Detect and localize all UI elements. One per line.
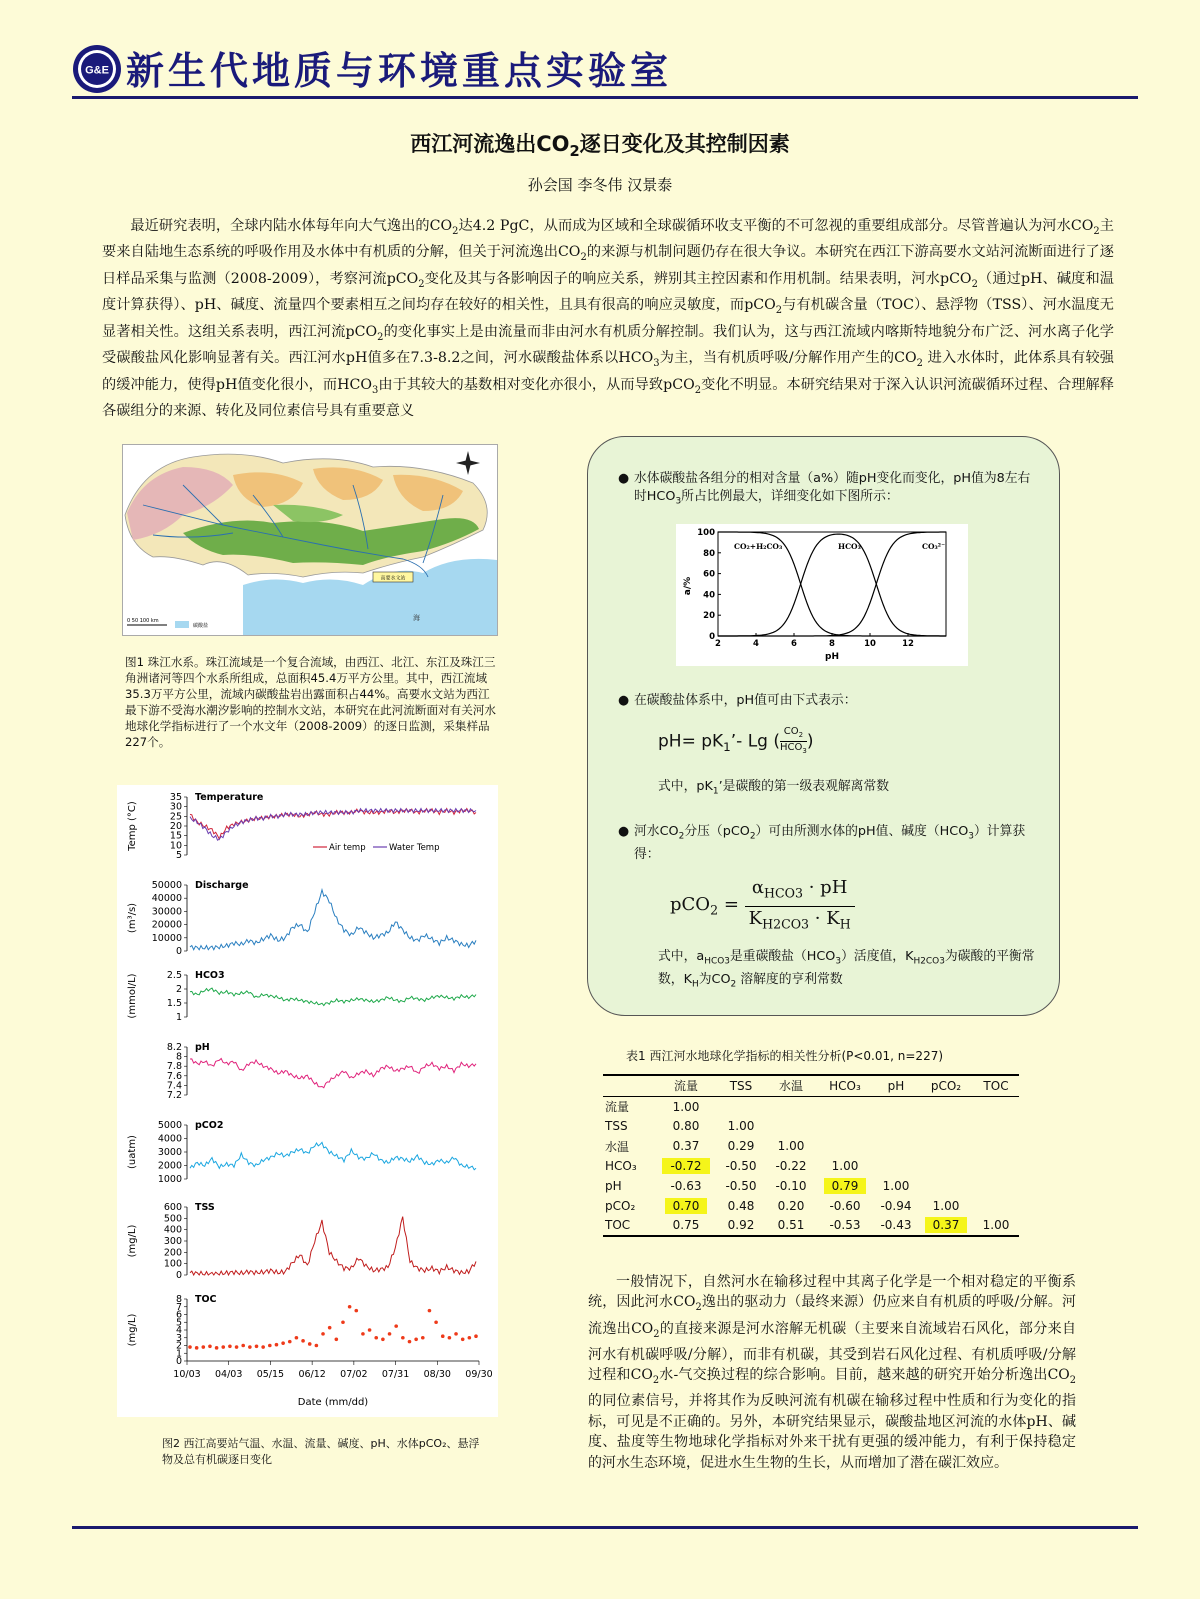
table-row (603, 1096, 1019, 1116)
table-cell (817, 1117, 873, 1137)
table-cell: -0.50 (725, 1159, 757, 1174)
table-cell (765, 1096, 817, 1116)
table-cell (873, 1096, 919, 1116)
x-tick-label: 09/30 (465, 1369, 493, 1380)
table-corner (603, 1075, 655, 1096)
series-line-ph (190, 1059, 476, 1088)
toc-point (321, 1332, 325, 1336)
x-tick-label: 04/03 (215, 1369, 243, 1380)
table-cell: -0.63 (670, 1178, 702, 1193)
table-cell (873, 1117, 919, 1137)
table-cell (973, 1156, 1019, 1176)
table-cell: 0.75 (655, 1216, 717, 1237)
toc-point (188, 1345, 192, 1349)
y-tick-label: 80 (703, 548, 715, 559)
x-tick-label: 06/12 (298, 1369, 326, 1380)
toc-point (368, 1328, 372, 1332)
toc-point (461, 1338, 465, 1342)
y-tick-label: 60 (703, 569, 715, 580)
carbonate-speciation-chart (676, 524, 968, 666)
y-tick-label: 10 (169, 840, 182, 852)
toc-point (235, 1345, 239, 1349)
y-tick-label: 2 (175, 984, 182, 995)
row-header: HCO₃ (605, 1159, 637, 1174)
table-cell: -0.53 (817, 1216, 873, 1237)
y-tick-label: 7.4 (166, 1080, 182, 1092)
timeseries-panel-pco2 (127, 1120, 476, 1185)
y-tick-label: 1.5 (166, 998, 182, 1009)
table-cell (873, 1156, 919, 1176)
toc-point (228, 1344, 232, 1348)
timeseries-panel-tss (127, 1202, 476, 1281)
table-cell (919, 1136, 973, 1156)
x-tick-label: 07/31 (381, 1369, 410, 1380)
y-axis-label: a/% (683, 576, 693, 596)
column-header: 水温 (765, 1075, 817, 1096)
table-caption: 表1 西江河水地球化学指标的相关性分析(P<0.01, n=227) (626, 1049, 944, 1063)
toc-point (275, 1343, 279, 1347)
column-header: pH (873, 1075, 919, 1096)
x-tick-label: 4 (753, 639, 759, 649)
y-tick-label: 35 (169, 792, 182, 803)
y-tick-label: 500 (163, 1213, 182, 1225)
station-label: 高要水文站 (380, 575, 406, 582)
table-cell: 1.00 (777, 1139, 805, 1154)
ph-formula: $pH= pK_1’-$ Lg ( $CO_2$ $HCO_3$ ) (658, 726, 814, 755)
toc-point (301, 1339, 305, 1343)
table-cell (817, 1136, 873, 1156)
legend-label-water: Water Temp (389, 843, 440, 853)
y-tick-label: 8.2 (166, 1042, 182, 1053)
table-cell: 0.92 (717, 1216, 765, 1237)
correlation-table (603, 1074, 1019, 1237)
y-tick-label: 2.5 (166, 970, 182, 981)
lab-name: 新生代地质与环境重点实验室 (126, 48, 673, 93)
table-cell: 1.00 (672, 1099, 700, 1114)
column-header: TOC (973, 1075, 1019, 1096)
y-tick-label: 300 (163, 1236, 182, 1247)
table-cell: -0.60 (829, 1198, 861, 1213)
table-cell: 0.51 (765, 1216, 817, 1237)
x-tick-label: 10 (864, 639, 876, 649)
y-tick-label: 4000 (157, 1133, 182, 1145)
row-header: TOC (603, 1216, 655, 1237)
x-axis-label: Date (mm/dd) (297, 1397, 369, 1408)
timeseries-panel-discharge (127, 880, 476, 957)
series-line-discharge (190, 890, 476, 950)
bullet-icon: ● (618, 693, 630, 708)
toc-point (281, 1341, 285, 1345)
ph-formula-note: 式中，$pK_1$’是碳酸的第一级表观解离常数 (658, 779, 890, 797)
table-cell: 1.00 (727, 1119, 755, 1134)
table-cell (873, 1136, 919, 1156)
toc-point (441, 1334, 445, 1338)
table-cell: 0.79 (817, 1176, 873, 1196)
row-header: 水温 (605, 1139, 630, 1154)
x-tick-label: 6 (791, 639, 797, 649)
y-tick-label: 0 (175, 1270, 182, 1281)
table-cell: -0.22 (775, 1159, 807, 1174)
toc-point (195, 1346, 199, 1350)
bullet-pco2-formula: ● 河水$CO_2$分压（pCO$_2$）可由所测水体的pH值、碱度$(HCO_3)$计算获得： (618, 824, 1026, 862)
table-cell: -0.72 (655, 1156, 717, 1176)
toc-point (434, 1320, 438, 1324)
y-tick-label: 20000 (151, 919, 182, 931)
y-tick-label: 6 (175, 1309, 182, 1321)
y-tick-label: 0 (175, 946, 182, 957)
logo-text: G&E (85, 64, 109, 77)
y-axis-label: (mg/L) (127, 1224, 138, 1258)
row-header: 流量 (605, 1100, 630, 1115)
toc-point (221, 1345, 225, 1349)
panel-title: TSS (195, 1202, 215, 1213)
y-tick-label: 600 (163, 1202, 182, 1213)
pco2-formula: pCO$_2$ = $\alpha_{HCO3}$ · pH $K_{H2CO3} \cdot K_H$ (670, 876, 855, 936)
y-tick-label: 7.8 (166, 1061, 182, 1073)
x-tick-label: 2 (715, 639, 721, 649)
fig2-caption: 图2 西江高要站气温、水温、流量、碱度、pH、水体pCO₂、悬浮物及总有机碳逐日变化 (162, 1437, 480, 1466)
table-cell: 1.00 (932, 1198, 960, 1213)
bullet-ph-formula: ● 在碳酸盐体系中，pH值可由下式表示： (618, 693, 857, 708)
table-cell (817, 1096, 873, 1116)
toc-point (388, 1332, 392, 1336)
x-tick-label: 05/15 (256, 1369, 285, 1380)
toc-point (474, 1334, 478, 1338)
sea-label: 海 (413, 614, 420, 622)
species-label: CO₂+H₂CO₃ (734, 542, 783, 551)
toc-point (328, 1326, 332, 1330)
conclusion (588, 1272, 1076, 1473)
table-cell (973, 1136, 1019, 1156)
pco2-formula-note: 式中，$a_{HCO3}$是重碳酸盐$(HCO_3)$活度值，$K_{H2CO3}$为碳酸的平衡常数，$K_H$为$CO_2$ 溶解度的亨利常数 (658, 949, 1035, 990)
y-tick-label: 15 (169, 830, 182, 842)
pearl-river-map (122, 444, 498, 636)
series-line-hco3 (190, 988, 476, 1005)
series-line-pco2 (190, 1142, 476, 1169)
toc-point (348, 1305, 352, 1309)
toc-point (414, 1338, 418, 1342)
table-cell: 0.29 (727, 1139, 755, 1154)
column-header: HCO₃ (817, 1075, 873, 1096)
footer-divider (72, 1526, 1138, 1529)
toc-point (381, 1338, 385, 1342)
table-cell: -0.50 (725, 1178, 757, 1193)
lab-logo (72, 44, 122, 94)
y-tick-label: 4 (175, 1325, 182, 1336)
y-tick-label: 20 (169, 821, 182, 832)
toc-point (255, 1344, 259, 1348)
x-tick-label: 08/30 (423, 1369, 451, 1380)
column-header: 流量 (655, 1075, 717, 1096)
bullet-carbonate-fraction: ● 水体碳酸盐各组分的相对含量（a%）随pH变化而变化，pH值为8左右时$HCO_3$所占比例最大，详细变化如下图所示： (618, 471, 1031, 507)
table-cell (765, 1117, 817, 1137)
y-axis-label: (uatm) (127, 1135, 138, 1169)
fig1-caption: 图1 珠江水系。珠江流域是一个复合流域，由西江、北江、东江及珠江三角洲诸河等四个水系所组成，总面积45.4万平方公里。其中，西江流域35.3万平方公里，流域内碳酸盐岩出露面积占44%。高要水文站为西江最下游不受海水潮汐影响的控制水文站，本研究在此河流断面对有关河水地球化学指标进行了一个水文年（2008-2009）的逐日监测，采集样品227个。 (125, 655, 497, 749)
series-line-tss (190, 1217, 476, 1275)
bullet-icon: ● (618, 824, 630, 839)
y-tick-label: 100 (163, 1258, 182, 1270)
table-cell: 0.20 (777, 1198, 805, 1213)
y-tick-label: 30 (169, 801, 182, 813)
conclusion-paragraph: 一般情况下，自然河水在输移过程中其离子化学是一个相对稳定的平衡系统，因此河水$CO_2$逸出的驱动力（最终来源）仍应来自有机质的呼吸/分解。河流逸出$CO_2$的直接来源是河水溶解无机碳（主要来自流域岩石风化，部分来自河水有机碳呼吸/分解），而非有机碳，其受到岩石风化过程、有机质呼吸/分解过程和$CO_2$水-气交换过程的综合影响。目前，越来越的研究开始分析逸出$CO_2$的同位素信号，并将其作为反映河流有机碳在输移过程中性质和行为变化的指标，可见是不正确的。另外，本研究结果显示，碳酸盐地区河流的水体pH、碱度、盐度等生物地球化学指标对外来干扰有更强的缓冲能力，有利于保持稳定的河水生态环境，促进水生生物的生长，从而增加了潜在碳汇效应。 (588, 1274, 1077, 1471)
table-cell (919, 1176, 973, 1196)
table-row (603, 1117, 1019, 1137)
table-cell (973, 1117, 1019, 1137)
table-cell (973, 1196, 1019, 1216)
column-header: TSS (717, 1075, 765, 1096)
paper-authors: 孙会国 李冬伟 汉景泰 (527, 176, 673, 194)
toc-point (408, 1340, 412, 1344)
toc-point (315, 1344, 319, 1348)
table-row (603, 1156, 1019, 1176)
panel-title: Discharge (195, 880, 249, 891)
timeseries-panel-toc (127, 1294, 479, 1367)
legend-label-air: Air temp (329, 843, 366, 853)
y-tick-label: 200 (163, 1247, 182, 1259)
table-row (603, 1196, 1019, 1216)
bullet-icon: ● (618, 471, 630, 486)
y-tick-label: 8 (175, 1294, 182, 1305)
y-tick-label: 5 (175, 850, 182, 861)
toc-point (308, 1342, 312, 1346)
toc-point (448, 1336, 452, 1340)
toc-point (341, 1320, 345, 1324)
table-cell: 1.00 (831, 1159, 859, 1174)
row-header: TSS (605, 1119, 628, 1134)
timeseries-panel-hco3 (127, 970, 476, 1023)
y-tick-label: 20 (703, 611, 715, 622)
y-tick-label: 5 (175, 1317, 182, 1329)
table-cell: 0.37 (672, 1139, 700, 1154)
toc-point (261, 1345, 265, 1349)
y-tick-label: 7.2 (166, 1090, 182, 1101)
table-cell (919, 1156, 973, 1176)
y-tick-label: 100 (697, 528, 715, 538)
table-header-row (603, 1075, 1019, 1096)
y-tick-label: 40000 (151, 893, 182, 905)
table-cell (919, 1096, 973, 1116)
y-tick-label: 25 (169, 811, 182, 823)
y-tick-label: 0 (709, 632, 715, 642)
y-tick-label: 3000 (157, 1147, 182, 1158)
y-tick-label: 5000 (157, 1120, 182, 1131)
toc-point (295, 1336, 299, 1340)
toc-point (241, 1344, 245, 1348)
y-tick-label: 1000 (157, 1174, 182, 1185)
y-tick-label: 50000 (151, 880, 182, 891)
y-tick-label: 0 (175, 1356, 182, 1367)
table-cell (919, 1117, 973, 1137)
table-cell: 1.00 (882, 1178, 910, 1193)
species-label: CO₃²⁻ (922, 542, 946, 551)
y-tick-label: 30000 (151, 906, 182, 918)
panel-title: Temperature (195, 792, 264, 803)
x-tick-label: 8 (829, 639, 835, 649)
toc-point (421, 1336, 425, 1340)
column-header: pCO₂ (919, 1075, 973, 1096)
panel-title: HCO3 (195, 970, 225, 981)
toc-point (208, 1344, 212, 1348)
paper-title: 西江河流逸出$CO_2$逐日变化及其控制因素 (410, 132, 790, 161)
toc-point (394, 1324, 398, 1328)
table-cell (973, 1176, 1019, 1196)
table-row (603, 1136, 1019, 1156)
y-tick-label: 40 (703, 590, 715, 601)
toc-point (215, 1346, 219, 1350)
toc-point (468, 1336, 472, 1340)
daily-timeseries-figure (117, 785, 498, 1417)
table-cell: -0.43 (873, 1216, 919, 1237)
table-row (603, 1176, 1019, 1196)
y-tick-label: 2000 (157, 1160, 182, 1172)
y-tick-label: 1 (175, 1348, 182, 1360)
abstract (102, 216, 1114, 422)
table-cell: -0.94 (880, 1198, 912, 1213)
temperature-legend (313, 843, 439, 853)
panel-title: pCO2 (195, 1120, 224, 1131)
x-tick-label: 10/03 (173, 1369, 201, 1380)
y-axis-label: Temp (°C) (127, 801, 138, 851)
table-cell: 0.48 (727, 1198, 755, 1213)
series-line-air-temp (190, 809, 476, 840)
y-axis-label: (m³/s) (127, 902, 138, 934)
y-tick-label: 8 (175, 1051, 182, 1063)
table-cell: 1.00 (973, 1216, 1019, 1237)
toc-point (248, 1345, 252, 1349)
toc-point (202, 1345, 206, 1349)
toc-point (335, 1338, 339, 1342)
row-header: pH (605, 1178, 622, 1193)
map-scale: 0 50 100 km (127, 618, 159, 624)
y-tick-label: 3 (175, 1332, 182, 1344)
toc-point (454, 1332, 458, 1336)
y-tick-label: 7.6 (166, 1070, 182, 1082)
x-tick-label: 07/02 (340, 1369, 368, 1380)
y-tick-label: 7 (175, 1301, 182, 1313)
y-tick-label: 2 (175, 1340, 182, 1352)
table-cell: 0.37 (919, 1216, 973, 1237)
row-header: pCO₂ (605, 1198, 636, 1213)
y-tick-label: 1 (175, 1012, 182, 1023)
timeseries-panel-ph (167, 1042, 476, 1101)
header-divider (72, 96, 1138, 99)
panel-title: TOC (195, 1294, 217, 1305)
toc-point (401, 1336, 405, 1340)
table-cell (717, 1096, 765, 1116)
x-tick-label: 12 (902, 639, 914, 649)
y-tick-label: 10000 (151, 932, 182, 944)
table-cell: -0.10 (775, 1178, 807, 1193)
toc-point (288, 1340, 292, 1344)
x-axis-label: pH (825, 652, 839, 662)
y-axis-label: (mmol/L) (127, 973, 138, 1019)
toc-point (428, 1309, 432, 1313)
toc-point (268, 1344, 272, 1348)
table-row (603, 1216, 1019, 1237)
y-axis-label: (mg/L) (127, 1313, 138, 1347)
panel-title: pH (195, 1042, 210, 1053)
species-label: HCO₃ (838, 542, 861, 551)
table-cell: 0.80 (672, 1119, 700, 1134)
map-legend: 碳酸盐 (193, 623, 209, 629)
table-cell (973, 1096, 1019, 1116)
y-tick-label: 400 (163, 1224, 182, 1236)
table-cell: 0.70 (655, 1196, 717, 1216)
toc-point (361, 1332, 365, 1336)
toc-point (374, 1336, 378, 1340)
abstract-paragraph: 最近研究表明，全球内陆水体每年向大气逸出的$CO_2$达4.2 PgC，从而成为区域和全球碳循环收支平衡的不可忽视的重要组成部分。尽管普遍认为河水$CO_2$主要来自陆地生态系统的呼吸作用及水体中有机质的分解，但关于河流逸出$CO_2$的来源与机制问题仍存在很大争议。本研究在西江下游高要水文站河流断面进行了逐日样品采集与监测（2008-2009），考察河流pCO$_2$变化及其与各影响因子的响应关系，辨别其主控因素和作用机制。结果表明，河水pCO$_2$（通过pH、碱度和温度计算获得）、pH、碱度、流量四个要素相互之间均存在较好的相关性，且具有很高的响应灵敏度，而pCO$_2$与有机碳含量（TOC）、悬浮物（TSS）、河水温度无显著相关性。这组关系表明，西江河流pCO$_2$的变化事实上是由流量而非由河水有机质分解控制。我们认为，这与西江流域内喀斯特地貌分布广泛、河水离子化学受碳酸盐风化影响显著有关。西江河水pH值多在7.3-8.2之间，河水碳酸盐体系以$HCO_3$为主，当有机质呼吸/分解作用产生的$CO_2$ 进入水体时，此体系具有较强的缓冲能力，使得pH值变化很小，而$HCO_3$由于其较大的基数相对变化亦很小，从而导致pCO$_2$变化不明显。本研究结果对于深入认识河流碳循环过程、合理解释各碳组分的来源、转化及同位素信号具有重要意义 (102, 218, 1114, 419)
toc-point (354, 1309, 358, 1313)
